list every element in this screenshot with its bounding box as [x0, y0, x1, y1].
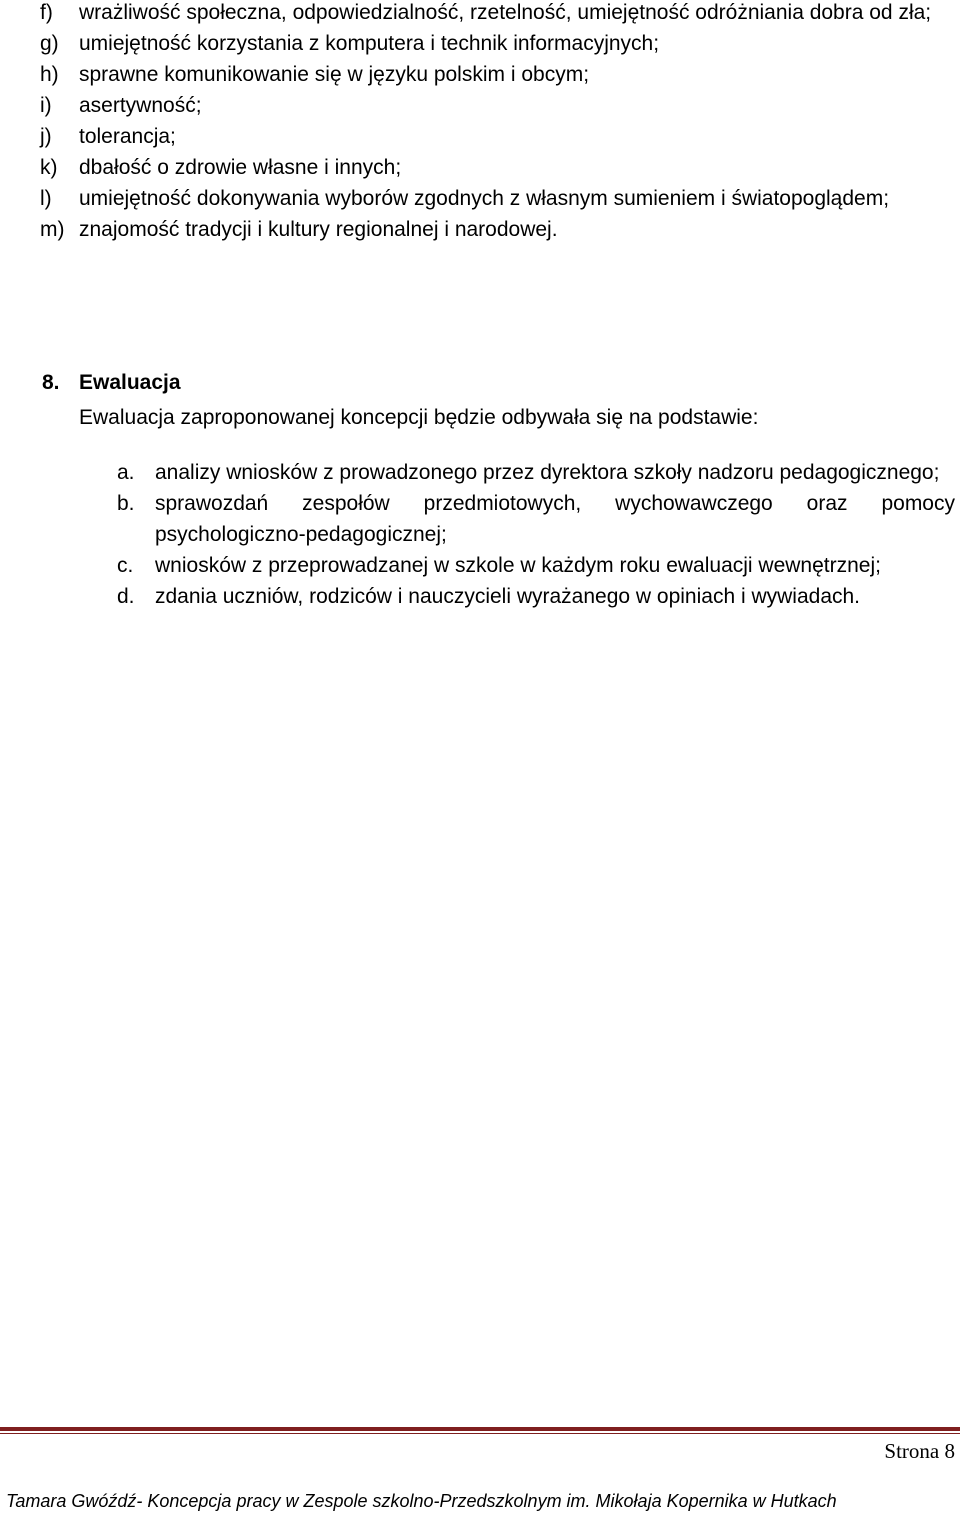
list-marker: b.: [117, 492, 135, 515]
continued-list: [0, 0, 960, 245]
list-item: [0, 0, 960, 28]
list-marker: f): [40, 1, 53, 24]
list-item-text: asertywność;: [79, 94, 202, 117]
list-item: [0, 457, 960, 488]
list-marker: i): [40, 94, 52, 117]
list-item-text: wniosków z przeprowadzanej w szkole w każdym roku ewaluacji wewnętrznej;: [155, 554, 881, 577]
section-number: 8.: [42, 371, 60, 394]
list-item-text: dbałość o zdrowie własne i innych;: [79, 156, 402, 179]
list-marker: l): [40, 187, 52, 210]
list-item-text: zdania uczniów, rodziców i nauczycieli wyrażanego w opiniach i wywiadach.: [155, 585, 861, 608]
list-item-text: wrażliwość społeczna, odpowiedzialność, rzetelność, umiejętność odróżniania dobra od zła;: [79, 1, 932, 24]
page-number: Strona 8: [884, 1439, 955, 1463]
list-item: [0, 28, 960, 59]
list-item: [0, 90, 960, 121]
section-title: Ewaluacja: [79, 371, 181, 394]
list-marker: g): [40, 32, 59, 55]
list-marker: j): [40, 125, 52, 148]
list-marker: c.: [117, 554, 134, 577]
list-item: [0, 152, 960, 183]
list-item-text: sprawne komunikowanie się w języku polskim i obcym;: [79, 63, 590, 86]
footer-divider-thin: [0, 1433, 960, 1434]
list-item: [0, 214, 960, 245]
list-marker: k): [40, 156, 58, 179]
list-item-text: analizy wniosków z prowadzonego przez dyrektora szkoły nadzoru pedagogicznego;: [155, 461, 940, 484]
list-item: [0, 121, 960, 152]
list-item: [0, 550, 960, 581]
list-item-text: sprawozdań zespołów przedmiotowych, wychowawczego oraz pomocy psychologiczno-pedagogicznej;: [155, 492, 955, 546]
section-heading: [0, 367, 960, 398]
list-marker: d.: [117, 585, 135, 608]
list-item: [0, 59, 960, 90]
footer-divider-thick: [0, 1427, 960, 1431]
list-item-text: umiejętność korzystania z komputera i technik informacyjnych;: [79, 32, 660, 55]
list-item-text: tolerancja;: [79, 125, 176, 148]
list-marker: h): [40, 63, 59, 86]
list-item: [0, 488, 960, 550]
evaluation-sources-list: [0, 457, 960, 612]
evaluation-section: [0, 367, 960, 612]
list-item: [0, 581, 960, 612]
list-item-text: umiejętność dokonywania wyborów zgodnych z własnym sumieniem i światopoglądem;: [79, 187, 890, 210]
list-item-text: znajomość tradycji i kultury regionalnej i narodowej.: [79, 218, 558, 241]
footer-text: Tamara Gwóźdź- Koncepcja pracy w Zespole szkolno-Przedszkolnym im. Mikołaja Kopernika w Hutkach: [6, 1491, 837, 1511]
list-marker: m): [40, 218, 65, 241]
list-marker: a.: [117, 461, 135, 484]
section-intro: Ewaluacja zaproponowanej koncepcji będzie odbywała się na podstawie:: [79, 406, 759, 429]
list-item: [0, 183, 960, 214]
